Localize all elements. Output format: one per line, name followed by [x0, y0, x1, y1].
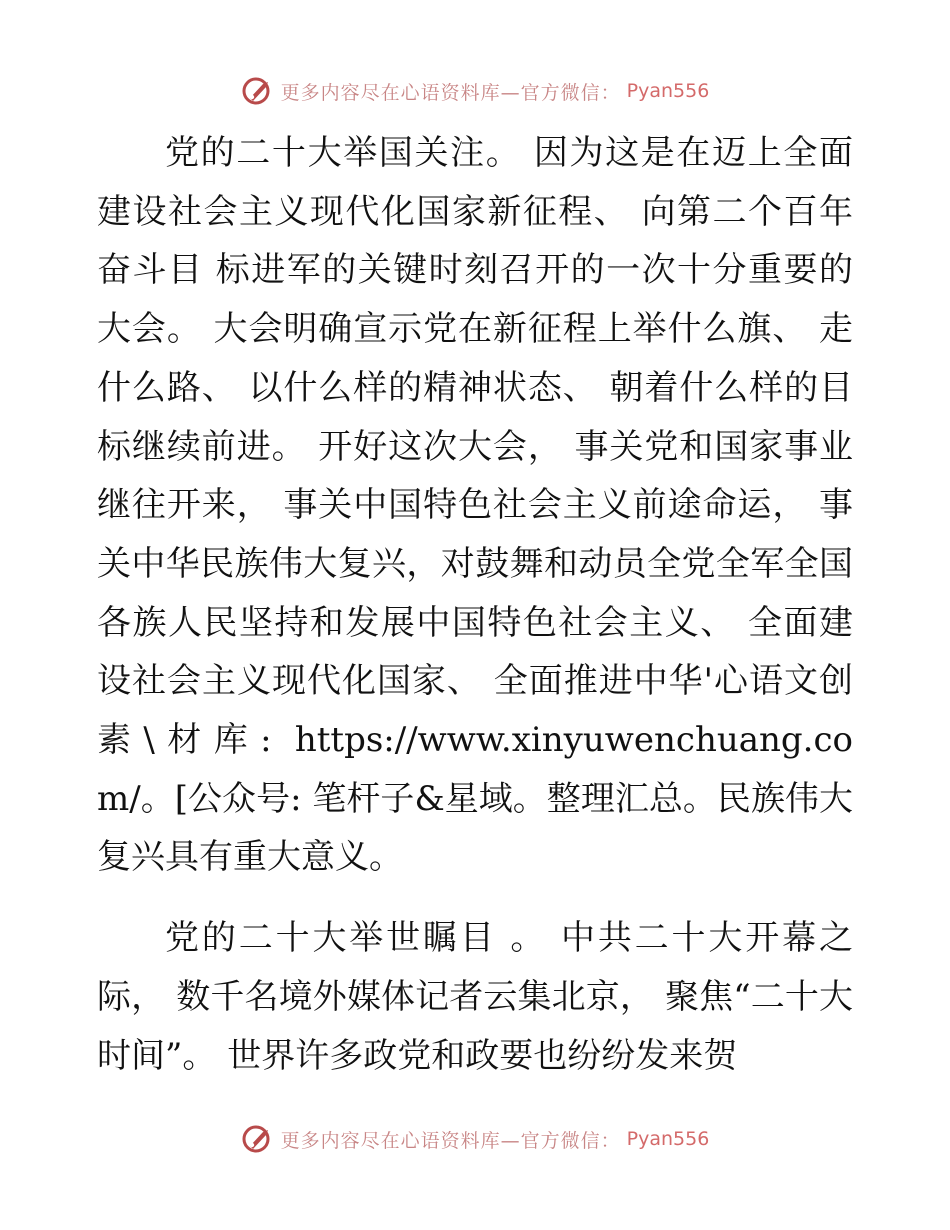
- footer-banner: [0, 1122, 950, 1156]
- paragraph-1: 党的二十大举国关注。 因为这是在迈上全面建设社会主义现代化国家新征程、 向第二个百年奋斗目 标进军的关键时刻召开的一次十分重要的大会。 大会明确宣示党在新征程上举什么旗、 走什么路、 以什么样的精神状态、 朝着什么样的目标继续前进。 开好这次大会， 事关党和国家事业继往开来， 事关中国特色社会主义前途命运， 事关中华民族伟大复兴，对鼓舞和动员全党全军全国各族人民坚持和发展中国特色社会主义、 全面建设社会主义现代化国家、 全面推进中华'心语文创素\材库: https://www.xinyuwenchuang.com/。[公众号: 笔杆子&星域。整理汇总。民族伟大复兴具有重大意义。: [97, 133, 853, 878]
- document-body: [97, 124, 853, 1085]
- header-banner: [0, 74, 950, 108]
- footer-account: Pyan556: [626, 1128, 710, 1150]
- header-text: 更多内容尽在心语资料库—官方微信：: [280, 81, 621, 104]
- pen-nib-seal-icon: [241, 74, 275, 108]
- pen-nib-seal-icon: [241, 1122, 275, 1156]
- paragraph-2: 党的二十大举世瞩目 。 中共二十大开幕之际， 数千名境外媒体记者云集北京， 聚焦“二十大时间”。 世界许多政党和政要也纷纷发来贺: [97, 918, 853, 1076]
- footer-text: 更多内容尽在心语资料库—官方微信：: [280, 1129, 621, 1152]
- header-account: Pyan556: [626, 80, 710, 102]
